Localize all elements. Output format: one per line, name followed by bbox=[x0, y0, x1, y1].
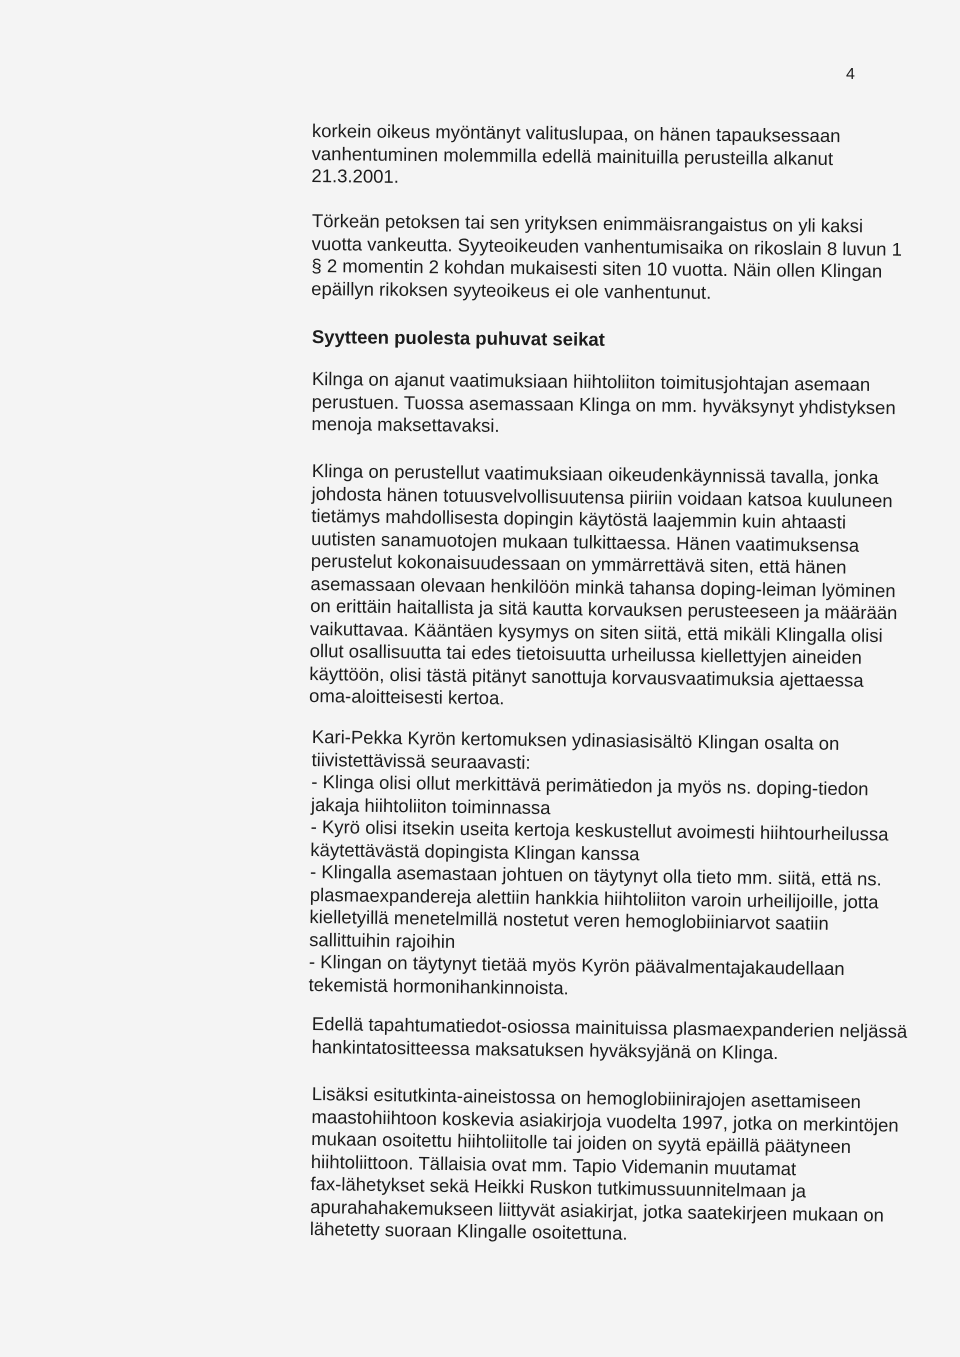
text-line: maastohiihtoon koskevia asiakirjoja vuodelta 1997, jotka on merkintöjen bbox=[311, 1105, 899, 1136]
text-line: Klinga on perustellut vaatimuksiaan oikeudenkäynnissä tavalla, jonka bbox=[311, 460, 879, 488]
section-heading-container bbox=[312, 326, 927, 354]
text-line: kielletyillä menetelmillä nostetut veren hemoglobiiniarvot saatiin bbox=[309, 905, 829, 934]
text-line: uutisten sanamuotojen mukaan tulkittaessa. Hänen vaatimuksensa bbox=[310, 527, 860, 556]
text-line: fax-lähetykset sekä Heikki Ruskon tutkimussuunnitelmaan ja bbox=[310, 1172, 807, 1202]
text-line: vuotta vankeutta. Syyteoikeuden vanhentumisaika on rikoslain 8 luvun 1 bbox=[311, 232, 903, 260]
text-line: 21.3.2001. bbox=[311, 164, 400, 187]
text-line: Törkeän petoksen tai sen yrityksen enimmäisrangaistus on yli kaksi bbox=[311, 210, 864, 237]
page-number: 4 bbox=[846, 66, 855, 83]
text-line: - Klinga olisi ollut merkittävä perimätiedon ja myös ns. doping-tiedon bbox=[311, 770, 869, 800]
text-line: tekemistä hormonihankinnoista. bbox=[308, 973, 569, 998]
text-line: käyttöön, olisi tästä pitänyt sanottuja korvausvaatimuksia ajettaessa bbox=[309, 662, 864, 691]
text-line: on erittäin haitallista ja sitä kautta korvauksen perusteeseen ja määrään bbox=[310, 594, 898, 624]
text-line: oma-aloitteisesti kertoa. bbox=[308, 684, 505, 709]
text-line: korkein oikeus myöntänyt valituslupaa, on hänen tapauksessaan bbox=[311, 120, 841, 147]
text-line: tietämys mahdollisesta dopingin käytöstä laajemmin kuin ahtaasti bbox=[311, 504, 847, 533]
text-line: epäillyn rikoksen syyteoikeus ei ole vanhentunut. bbox=[311, 277, 712, 303]
text-line: jakaja hiihtoliiton toiminnassa bbox=[310, 793, 551, 818]
text-line: perustelut kokonaisuudessaan on ymmärrettävä siten, että hänen bbox=[310, 549, 847, 578]
paragraph-kyro-testimony bbox=[308, 726, 926, 1004]
text-line: asemassaan olevaan henkilöön minkä tahansa doping-leiman lyöminen bbox=[310, 572, 896, 601]
text-line: perustuen. Tuossa asemassaan Klinga on mm. hyväksynyt yhdistyksen bbox=[311, 390, 896, 418]
text-line: Kilnga on ajanut vaatimuksiaan hiihtoliiton toimitusjohtajan asemaan bbox=[311, 368, 871, 395]
paragraph-plasma-expanders bbox=[311, 1013, 927, 1066]
text-line: apurahahakemukseen liittyvät asiakirjat, jotka saatekirjeen mukaan on bbox=[310, 1195, 885, 1225]
section-heading: Syytteen puolesta puhuvat seikat bbox=[311, 326, 606, 350]
text-line: sallittuihin rajoihin bbox=[309, 928, 456, 952]
paragraph-position bbox=[311, 368, 927, 442]
paragraph-statute-of-limitations bbox=[311, 210, 927, 306]
text-line: käytettävästä dopingista Klingan kanssa bbox=[310, 838, 640, 864]
text-line: vaikuttavaa. Kääntäen kysymys on siten siitä, että mikäli Klingalla olisi bbox=[309, 617, 883, 646]
text-line: mukaan osoitettu hiihtoliitolle tai joiden on syytä epäillä päätyneen bbox=[311, 1127, 852, 1158]
paragraph-statute-of-limitations-start bbox=[311, 120, 927, 193]
text-line: hankintatositteessa maksatuksen hyväksyjänä on Klinga. bbox=[311, 1035, 779, 1063]
text-line: lähetetty suoraan Klingalle osoitettuna. bbox=[309, 1217, 628, 1244]
paragraph-hemoglobin-documents bbox=[310, 1083, 927, 1250]
text-line: menoja maksettavaksi. bbox=[311, 412, 500, 436]
text-line: - Kyrö olisi itsekin useita kertoja keskustellut avoimesti hiihtourheilussa bbox=[310, 815, 889, 845]
text-line: Edellä tapahtumatiedot-osiossa mainituissa plasmaexpanderien neljässä bbox=[311, 1013, 908, 1042]
paragraph-claims-reasoning bbox=[309, 460, 927, 715]
text-line: ollut osallisuutta tai edes tietoisuutta urheilussa kiellettyjen aineiden bbox=[309, 639, 863, 668]
text-line: plasmaexpandereja alettiin hankkia hiihtoliiton varoin urheilijoille, jotta bbox=[309, 883, 879, 912]
text-line: § 2 momentin 2 kohdan mukaisesti siten 10 vuotta. Näin ollen Klingan bbox=[311, 254, 883, 282]
text-line: tiivistettävissä seuraavasti: bbox=[311, 748, 531, 773]
text-line: vanhentuminen molemmilla edellä mainituilla perusteilla alkanut bbox=[311, 142, 834, 169]
text-line: hiihtoliittoon. Tällaisia ovat mm. Tapio Videmanin muutamat bbox=[310, 1150, 797, 1179]
text-line: Lisäksi esitutkinta-aineistossa on hemoglobiinirajojen asettamiseen bbox=[311, 1083, 862, 1113]
text-line: - Klingan on täytynyt tietää myös Kyrön päävalmentajakaudellaan bbox=[308, 950, 845, 979]
text-line: - Klingalla asemastaan johtuen on täytynyt olla tieto mm. siitä, että ns. bbox=[309, 860, 882, 890]
text-line: Kari-Pekka Kyrön kertomuksen ydinasiasisältö Klingan osalta on bbox=[311, 726, 840, 754]
text-line: johdosta hänen totuusvelvollisuutensa piiriin voidaan katsoa kuuluneen bbox=[311, 482, 893, 511]
